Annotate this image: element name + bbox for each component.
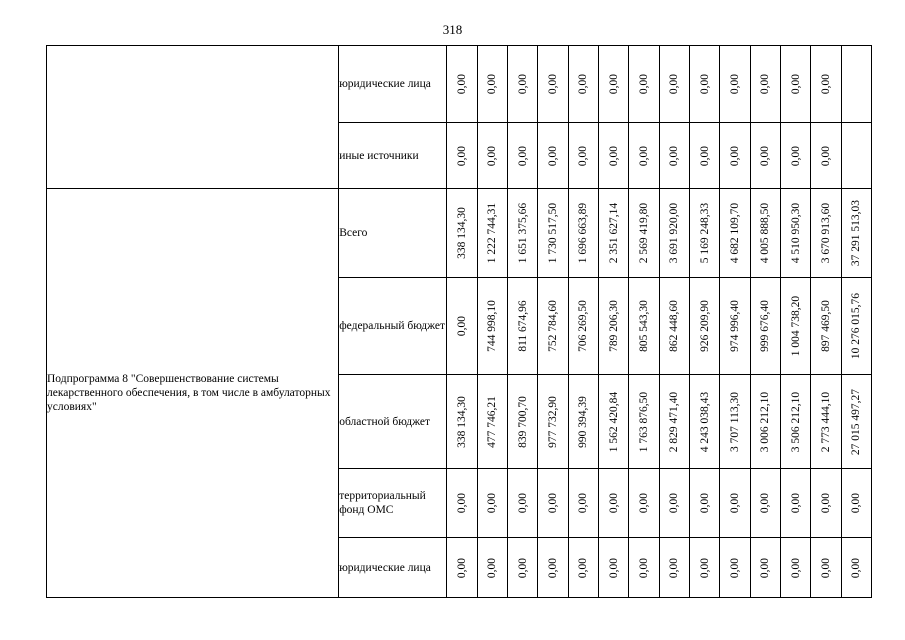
value-cell: [447, 123, 477, 189]
value-text: 974 996,40: [728, 300, 741, 352]
value-cell: [811, 469, 841, 538]
value-text: 0,00: [547, 557, 559, 578]
value-cell: [689, 469, 719, 538]
value-cell: [447, 375, 477, 469]
value-cell: [629, 278, 659, 375]
value-cell: [689, 278, 719, 375]
value-cell: [629, 46, 659, 123]
value-text: 5 169 248,33: [698, 202, 711, 264]
value-text: 811 674,96: [516, 300, 529, 352]
value-cell: [568, 123, 598, 189]
value-text: 999 676,40: [759, 300, 772, 352]
value-cell: [841, 469, 871, 538]
value-cell: [750, 123, 780, 189]
value-cell: [659, 189, 689, 278]
value-text: 0,00: [547, 145, 559, 166]
value-cell: [841, 123, 871, 189]
value-text: 0,00: [607, 145, 620, 166]
value-cell: [659, 278, 689, 375]
value-cell: [750, 189, 780, 278]
value-cell: [568, 538, 598, 598]
value-text: 0,00: [547, 492, 559, 514]
value-text: 0,00: [577, 492, 590, 514]
value-text: 0,00: [759, 557, 772, 578]
value-cell: [568, 469, 598, 538]
value-text: 0,00: [668, 73, 681, 95]
value-cell: [477, 538, 507, 598]
value-cell: [447, 189, 477, 278]
value-cell: [477, 278, 507, 375]
value-text: 1 763 876,50: [637, 391, 650, 452]
value-cell: [508, 538, 538, 598]
value-cell: [599, 46, 629, 123]
value-cell: [780, 538, 810, 598]
value-text: 0,00: [728, 145, 741, 166]
value-cell: [599, 189, 629, 278]
value-cell: [780, 189, 810, 278]
value-cell: [780, 469, 810, 538]
value-cell: [508, 278, 538, 375]
value-text: 752 784,60: [547, 300, 559, 352]
value-cell: [720, 278, 750, 375]
value-text: 0,00: [607, 492, 620, 514]
value-text: 0,00: [698, 492, 711, 514]
value-text: 0,00: [819, 145, 832, 166]
value-text: 0,00: [759, 492, 772, 514]
value-text: 0,00: [516, 492, 529, 514]
value-text: 0,00: [456, 557, 469, 578]
value-cell: [841, 375, 871, 469]
value-text: 0,00: [547, 73, 559, 95]
value-text: 3 691 920,00: [668, 202, 681, 264]
value-cell: [508, 469, 538, 538]
value-text: 805 543,30: [637, 300, 650, 352]
value-cell: [538, 123, 568, 189]
value-cell: [811, 46, 841, 123]
value-cell: [659, 375, 689, 469]
value-cell: [750, 375, 780, 469]
budget-table: [46, 45, 872, 598]
value-cell: [477, 46, 507, 123]
value-text: 0,00: [637, 492, 650, 514]
value-text: 0,00: [819, 557, 832, 578]
value-cell: [811, 375, 841, 469]
value-cell: [720, 375, 750, 469]
value-text: 4 682 109,70: [728, 202, 741, 264]
value-text: 744 998,10: [486, 300, 499, 352]
value-text: 2 351 627,14: [607, 202, 620, 264]
value-text: 2 569 419,80: [637, 202, 650, 264]
value-cell: [599, 123, 629, 189]
value-text: 3 006 212,10: [759, 391, 772, 452]
value-text: 2 773 444,10: [819, 391, 832, 452]
value-cell: [477, 375, 507, 469]
value-cell: [629, 123, 659, 189]
value-cell: [629, 538, 659, 598]
funding-source-label: территориальный фонд ОМС: [339, 469, 447, 538]
value-text: 1 696 663,89: [577, 202, 590, 264]
value-cell: [720, 123, 750, 189]
value-cell: [841, 538, 871, 598]
value-text: 0,00: [607, 73, 620, 95]
value-cell: [477, 123, 507, 189]
value-cell: [811, 278, 841, 375]
value-text: 3 506 212,10: [789, 391, 802, 452]
value-cell: [447, 46, 477, 123]
value-cell: [659, 469, 689, 538]
value-text: 862 448,60: [668, 300, 681, 352]
value-text: 4 243 038,43: [698, 391, 711, 452]
value-cell: [750, 46, 780, 123]
value-text: 1 562 420,84: [607, 391, 620, 452]
value-cell: [629, 375, 659, 469]
value-cell: [538, 538, 568, 598]
value-text: 27 015 497,27: [850, 388, 863, 455]
value-cell: [720, 469, 750, 538]
value-cell: [629, 189, 659, 278]
funding-source-label: Всего: [339, 189, 447, 278]
value-cell: [568, 189, 598, 278]
value-text: 1 651 375,66: [516, 202, 529, 264]
table-row: [47, 189, 872, 278]
value-cell: [508, 189, 538, 278]
value-cell: [811, 189, 841, 278]
funding-source-label: иные источники: [339, 123, 447, 189]
value-cell: [508, 46, 538, 123]
value-text: 3 707 113,30: [728, 391, 741, 452]
value-text: 0,00: [789, 145, 802, 166]
value-cell: [659, 46, 689, 123]
value-text: 3 670 913,60: [819, 202, 832, 264]
value-cell: [599, 469, 629, 538]
value-cell: [508, 123, 538, 189]
value-text: 926 209,90: [698, 300, 711, 352]
funding-source-label: юридические лица: [339, 46, 447, 123]
value-cell: [659, 123, 689, 189]
value-cell: [780, 375, 810, 469]
value-text: 0,00: [668, 145, 681, 166]
value-text: 0,00: [516, 145, 529, 166]
value-text: 0,00: [668, 492, 681, 514]
value-cell: [477, 189, 507, 278]
value-cell: [477, 469, 507, 538]
value-text: 0,00: [637, 73, 650, 95]
value-text: 0,00: [759, 73, 772, 95]
value-text: 338 134,30: [456, 395, 469, 448]
value-cell: [780, 278, 810, 375]
value-text: 0,00: [789, 557, 802, 578]
value-text: 0,00: [456, 492, 469, 514]
value-cell: [720, 538, 750, 598]
value-cell: [538, 375, 568, 469]
value-text: 1 222 744,31: [486, 202, 499, 264]
value-text: 0,00: [456, 315, 469, 337]
page-number: 318: [442, 22, 463, 37]
value-text: 0,00: [819, 492, 832, 514]
value-text: 0,00: [456, 73, 469, 95]
value-text: 37 291 513,03: [850, 199, 863, 267]
value-cell: [538, 46, 568, 123]
value-text: 10 276 015,76: [850, 292, 863, 360]
value-text: 1 004 738,20: [789, 295, 802, 357]
value-cell: [689, 375, 719, 469]
value-text: 0,00: [819, 73, 832, 95]
value-cell: [629, 469, 659, 538]
value-cell: [599, 538, 629, 598]
value-text: 0,00: [698, 73, 711, 95]
value-text: 0,00: [789, 492, 802, 514]
value-cell: [720, 189, 750, 278]
value-text: 2 829 471,40: [668, 391, 681, 452]
value-cell: [568, 46, 598, 123]
value-cell: [750, 469, 780, 538]
funding-source-label: областной бюджет: [339, 375, 447, 469]
value-text: 1 730 517,50: [547, 202, 559, 264]
value-text: 0,00: [789, 73, 802, 95]
value-cell: [447, 538, 477, 598]
value-text: 0,00: [728, 73, 741, 95]
value-cell: [780, 46, 810, 123]
value-cell: [841, 189, 871, 278]
value-text: 0,00: [516, 73, 529, 95]
value-text: 0,00: [668, 557, 681, 578]
value-cell: [689, 46, 719, 123]
table-row: [47, 46, 872, 123]
funding-source-label: юридические лица: [339, 538, 447, 598]
value-text: 0,00: [486, 557, 499, 578]
funding-source-label: федеральный бюджет: [339, 278, 447, 375]
value-cell: [508, 375, 538, 469]
value-cell: [447, 469, 477, 538]
value-text: 4 510 950,30: [789, 202, 802, 264]
value-text: 0,00: [486, 145, 499, 166]
value-text: 0,00: [486, 73, 499, 95]
value-text: 338 134,30: [456, 207, 469, 259]
value-cell: [538, 189, 568, 278]
program-name: Подпрограмма 8 "Совершенствование системы лекарственного обеспечения, в том числе в амбулаторных условиях": [47, 189, 339, 598]
value-text: 0,00: [698, 145, 711, 166]
program-cell-empty: [47, 46, 339, 189]
value-cell: [689, 123, 719, 189]
value-cell: [811, 538, 841, 598]
value-text: 0,00: [486, 492, 499, 514]
value-text: 0,00: [577, 145, 590, 166]
value-text: 0,00: [577, 557, 590, 578]
value-cell: [689, 538, 719, 598]
value-cell: [841, 278, 871, 375]
value-text: 990 394,39: [577, 395, 590, 448]
value-cell: [720, 46, 750, 123]
value-text: 839 700,70: [516, 395, 529, 448]
value-cell: [538, 469, 568, 538]
value-cell: [841, 46, 871, 123]
value-cell: [811, 123, 841, 189]
value-text: 477 746,21: [486, 395, 499, 448]
value-cell: [780, 123, 810, 189]
value-text: 0,00: [698, 557, 711, 578]
value-cell: [568, 278, 598, 375]
value-cell: [750, 278, 780, 375]
value-cell: [599, 375, 629, 469]
value-text: 0,00: [728, 492, 741, 514]
value-text: 0,00: [759, 145, 772, 166]
value-cell: [447, 278, 477, 375]
value-text: 706 269,50: [577, 300, 590, 352]
value-text: 0,00: [850, 492, 863, 514]
value-text: 789 206,30: [607, 300, 620, 352]
value-text: 0,00: [456, 145, 469, 166]
value-text: 0,00: [577, 73, 590, 95]
value-text: 0,00: [728, 557, 741, 578]
value-text: 4 005 888,50: [759, 202, 772, 264]
value-text: 0,00: [607, 557, 620, 578]
value-text: 0,00: [637, 557, 650, 578]
value-cell: [750, 538, 780, 598]
value-cell: [659, 538, 689, 598]
value-text: 897 469,50: [819, 300, 832, 352]
value-cell: [599, 278, 629, 375]
value-text: 0,00: [637, 145, 650, 166]
value-cell: [538, 278, 568, 375]
value-text: 977 732,90: [547, 395, 559, 448]
value-text: 0,00: [516, 557, 529, 578]
value-cell: [568, 375, 598, 469]
value-cell: [689, 189, 719, 278]
value-text: 0,00: [850, 557, 863, 578]
